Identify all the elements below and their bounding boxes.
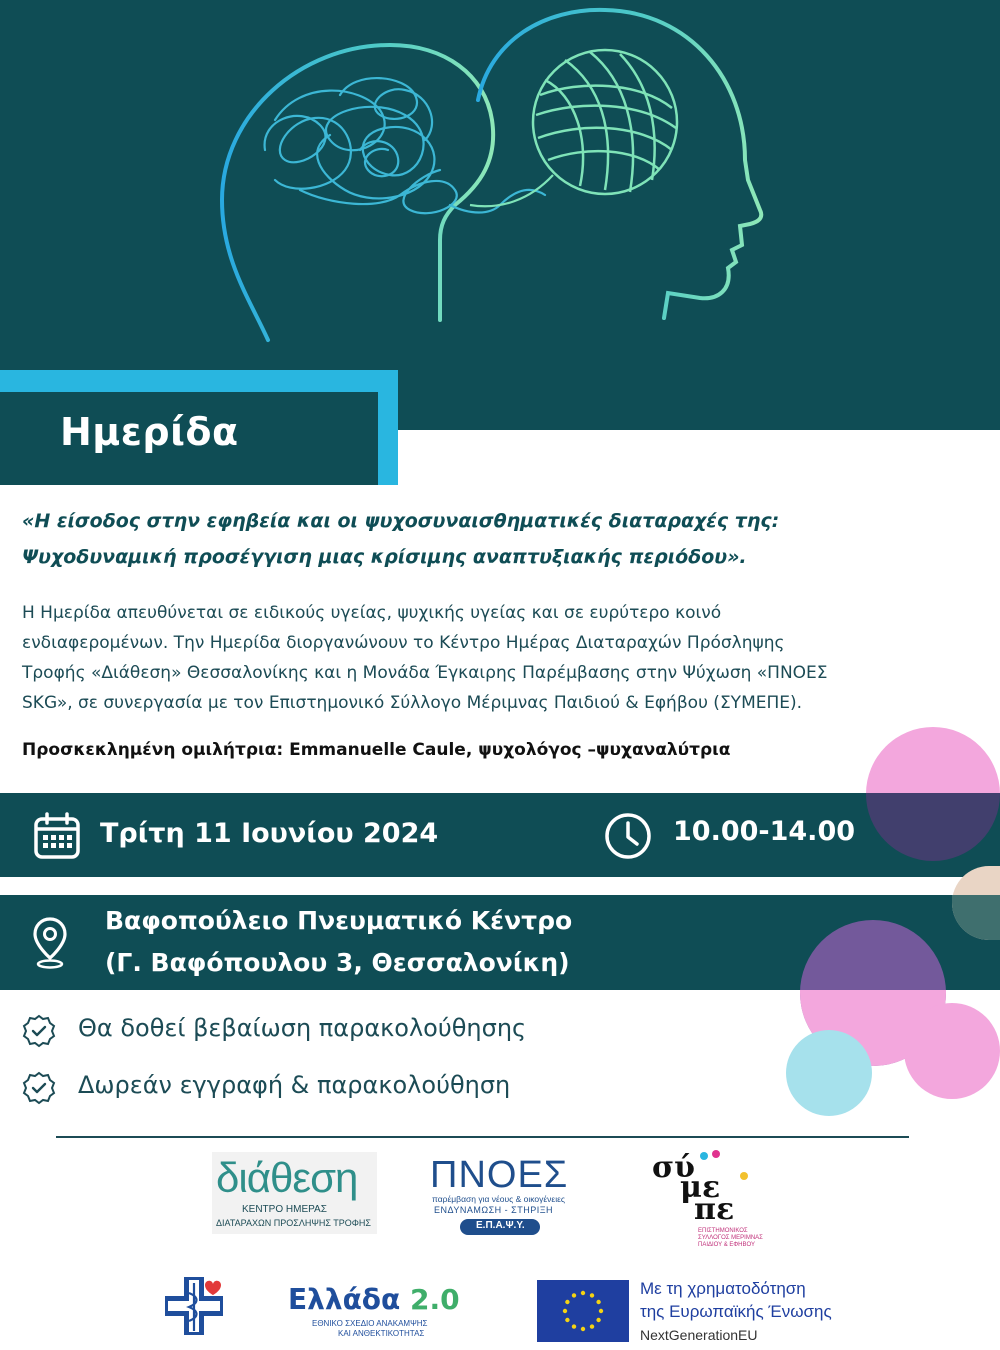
deco-circle-light-blue [786,1030,872,1116]
symepe-logo [652,1150,782,1250]
symepe-logo-line2: ΣΥΛΛΟΓΟΣ ΜΕΡΙΜΝΑΣ [698,1235,763,1241]
description-line: ενδιαφερομένων. Την Ημερίδα διοργανώνουν το Κέντρο Ημέρας Διαταραχών Πρόσληψης [22,633,785,653]
benefit-attendance-certificate: Θα δοθεί βεβαίωση παρακολούθησης [78,1014,527,1042]
pnoes-logo-badge: Ε.Π.Α.Ψ.Υ. [476,1220,525,1231]
greece-2-0-logo-line1: ΕΘΝΙΚΟ ΣΧΕΔΙΟ ΑΝΑΚΑΜΨΗΣ [312,1319,428,1328]
symepe-dot-yellow [740,1172,748,1180]
eu-funding-line1: Με τη χρηματοδότηση [640,1279,806,1298]
event-title [22,503,982,575]
event-title-line-1: «Η είσοδος στην εφηβεία και οι ψυχοσυναισθηματικές διαταραχές της: [22,510,780,532]
event-description [22,598,990,718]
symepe-logo-word2: με [680,1170,721,1205]
two-heads-illustration [0,0,1000,430]
symepe-logo-word3: πε [694,1192,735,1227]
event-date: Τρίτη 11 Ιουνίου 2024 [100,818,439,849]
event-time: 10.00-14.00 [673,816,856,847]
badge-check-icon [22,1071,56,1105]
badge-check-icon [22,1014,56,1048]
venue-name: Βαφοπούλειο Πνευματικό Κέντρο [105,906,573,935]
symepe-logo-line3: ΠΑΙΔΙΟΥ & ΕΦΗΒΟΥ [698,1242,755,1248]
yarn-ball [533,50,677,194]
deco-circle-pink-right [904,1003,1000,1099]
location-pin-icon [32,916,68,970]
right-head-outline [478,10,761,318]
diathesi-logo-line2: ΔΙΑΤΑΡΑΧΩΝ ΠΡΟΣΛΗΨΗΣ ΤΡΟΦΗΣ [216,1218,371,1228]
pnoes-logo [428,1154,573,1238]
yarn-thread [470,175,553,206]
description-line: Τροφής «Διάθεση» Θεσσαλονίκης και η Μονάδα Έγκαιρης Παρέμβασης στην Ψύχωση «ΠΝΟΕΣ [22,663,828,683]
greece-2-0-logo [288,1283,468,1343]
eu-flag-icon [537,1280,629,1342]
greece-2-0-logo-version: 2.0 [410,1283,460,1316]
diathesi-logo-line1: ΚΕΝΤΡΟ ΗΜΕΡΑΣ [242,1204,327,1215]
pnoes-logo-line2: ΕΝΔΥΝΑΜΩΣΗ - ΣΤΗΡΙΞΗ [434,1205,554,1215]
diathesi-logo-name: διάθεση [216,1154,358,1201]
hero-illustration [0,0,1000,430]
description-line: Η Ημερίδα απευθύνεται σε ειδικούς υγείας, ψυχικής υγείας και σε ευρύτερο κοινό [22,603,722,623]
eu-funding-line2: της Ευρωπαϊκής Ένωσης [640,1302,832,1321]
pnoes-logo-line1: παρέμβαση για νέους & οικογένειες [432,1194,565,1204]
symepe-dot-pink [712,1150,720,1158]
symepe-dot-cyan [700,1152,708,1160]
eu-funding-line3: NextGenerationEU [640,1327,758,1343]
divider [56,1136,909,1138]
symepe-logo-word1: σύ [652,1150,695,1185]
symepe-logo-line1: ΕΠΙΣΤΗΜΟΝΙΚΟΣ [698,1228,748,1234]
event-type-label: Ημερίδα [60,410,239,454]
tangled-thoughts-scribble [265,78,545,213]
ministry-health-logo [165,1277,223,1335]
venue-address: (Γ. Βαφόπουλου 3, Θεσσαλονίκη) [105,948,570,977]
left-head-outline [222,45,493,340]
diathesi-logo [212,1152,377,1234]
description-line: SKG», σε συνεργασία με τον Επιστημονικό Σύλλογο Μέριμνας Παιδιού & Εφήβου (ΣΥΜΕΠΕ). [22,693,803,713]
pnoes-logo-name: ΠΝΟΕΣ [430,1154,569,1196]
greece-2-0-logo-line2: ΚΑΙ ΑΝΘΕΚΤΙΚΟΤΗΤΑΣ [338,1329,425,1338]
event-title-line-2: Ψυχοδυναμική προσέγγιση μιας κρίσιμης αναπτυξιακής περιόδου». [22,546,747,568]
invited-speaker: Προσκεκλημένη ομιλήτρια: Emmanuelle Caule, ψυχολόγος –ψυχαναλύτρια [22,740,731,760]
calendar-icon [33,811,81,861]
benefit-free-registration: Δωρεάν εγγραφή & παρακολούθηση [78,1071,511,1099]
clock-icon [603,811,653,861]
greece-2-0-logo-name: Ελλάδα [288,1283,401,1316]
